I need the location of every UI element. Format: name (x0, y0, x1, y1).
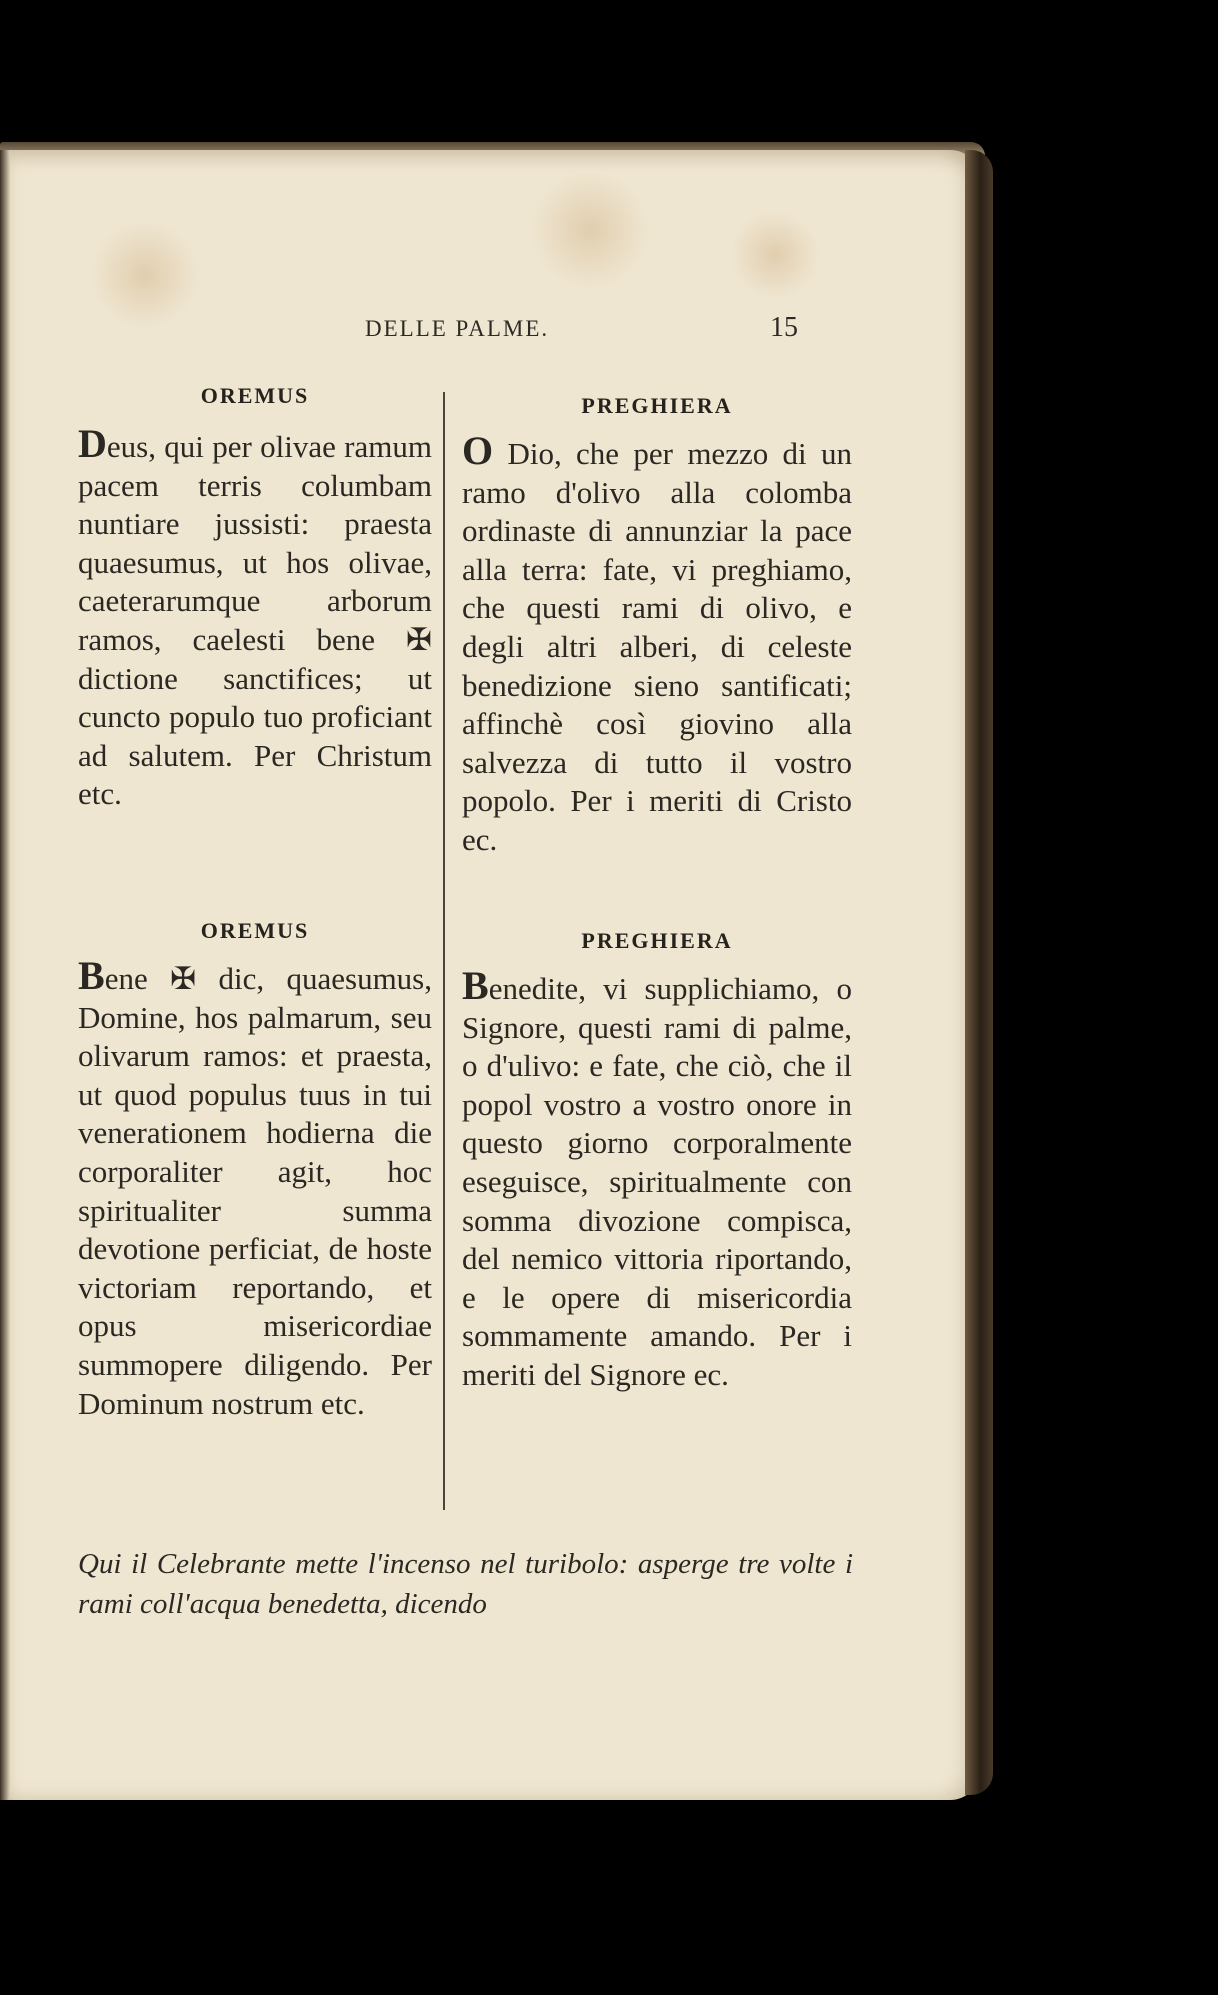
right-heading-preghiera-2: PREGHIERA (581, 928, 733, 953)
dropcap: O (462, 428, 494, 473)
book-spine (965, 150, 993, 1795)
right-prayer-2 (462, 963, 852, 1395)
dropcap: B (78, 953, 105, 998)
stain (90, 220, 200, 330)
dropcap: D (78, 421, 107, 466)
column-divider (443, 392, 445, 1510)
dropcap: B (462, 963, 489, 1008)
stain (530, 170, 650, 290)
left-heading-oremus-2: OREMUS (200, 918, 310, 943)
left-prayer-2-text: ene ✠ dic, quaesumus, Domine, hos palmarum, seu olivarum ramos: et praesta, ut quod populus tuus in tui venerationem hodierna die corporaliter agit, hoc spiritualiter summa devotione perficiat, de hoste victoriam reportando, et opus misericordiae summopere diligendo. Per Dominum nostrum etc. (78, 961, 432, 1421)
left-prayer-2 (78, 953, 432, 1423)
left-prayer-1-text: eus, qui per olivae ramum pacem terris columbam nuntiare jussisti: praesta quaesumus, ut hos olivae, caeterarumque arborum ramos, caelesti bene ✠ dictione sanctifices; ut cuncto populo tuo proficiant ad salutem. Per Christum etc. (78, 429, 432, 812)
left-prayer-1 (78, 421, 432, 814)
running-head: DELLE PALME. (365, 316, 550, 341)
right-prayer-1-text: Dio, che per mezzo di un ramo d'olivo alla colomba ordinaste di annunziar la pace alla terra: fate, vi preghiamo, che questi rami di olivo, e degli altri alberi, di celeste benedizione sieno santificati; affinchè così giovino alla salvezza di tutto il vostro popolo. Per i meriti di Cristo ec. (462, 436, 852, 857)
right-prayer-1 (462, 428, 852, 860)
page-number: 15 (770, 312, 798, 343)
left-heading-oremus-1: OREMUS (200, 383, 310, 408)
rubric-instruction: Qui il Celebrante mette l'incenso nel turibolo: asperge tre volte i rami coll'acqua benedetta, dicendo (78, 1548, 853, 1620)
right-heading-preghiera-1: PREGHIERA (581, 393, 733, 418)
right-prayer-2-text: enedite, vi supplichiamo, o Signore, questi rami di palme, o d'ulivo: e fate, che ciò, che il popol vostro a vostro onore in questo giorno corporalmente eseguisce, spiritualmente con somma divozione compisca, del nemico vittoria riportando, e le opere di misericordia sommamente amando. Per i meriti del Signore ec. (462, 971, 852, 1392)
stain (730, 210, 820, 300)
